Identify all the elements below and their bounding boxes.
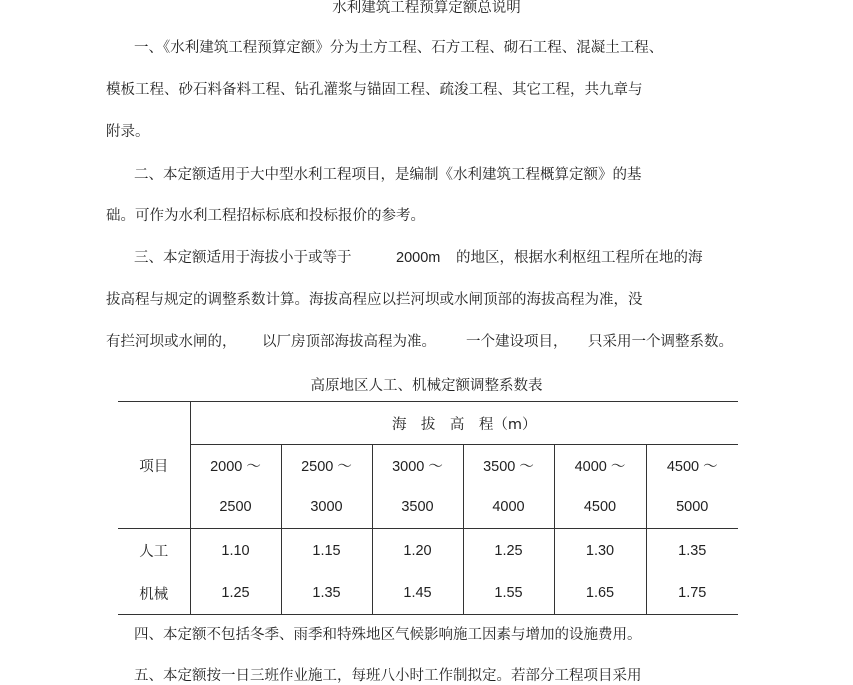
table-cell: 1.75	[646, 573, 738, 615]
altitude-adjustment-table	[118, 401, 738, 615]
range-from: 2000 ～	[190, 445, 281, 487]
paragraph-2-line-1: 二、本定额适用于大中型水利工程项目，是编制《水利建筑工程概算定额》的基	[134, 167, 642, 183]
paragraph-1-line-1: 一、《水利建筑工程预算定额》分为土方工程、石方工程、砌石工程、混凝土工程、	[134, 40, 664, 56]
paragraph-5-cut: 五、本定额按一日三班作业施工，每班八小时工作制拟定。若部分工程项目采用	[134, 668, 642, 684]
row-label: 人工	[139, 544, 169, 561]
range-to: 3000	[281, 487, 372, 529]
table-row	[118, 529, 738, 573]
range-to: 4500	[554, 487, 646, 529]
table-cell: 1.25	[463, 529, 554, 573]
range-to: 2500	[190, 487, 281, 529]
range-from: 3000 ～	[372, 445, 463, 487]
table-cell: 1.20	[372, 529, 463, 573]
paragraph-3-line-3-b: 以厂房顶部海拔高程为准。	[262, 334, 436, 350]
table-cell: 1.25	[190, 573, 281, 615]
paragraph-4: 四、本定额不包括冬季、雨季和特殊地区气候影响施工因素与增加的设施费用。	[134, 627, 642, 643]
table-cell: 1.35	[281, 573, 372, 615]
range-from: 4500 ～	[646, 445, 738, 487]
table-cell: 1.45	[372, 573, 463, 615]
range-to: 5000	[646, 487, 738, 529]
range-from: 2500 ～	[281, 445, 372, 487]
paragraph-1-line-2: 模板工程、砂石料备料工程、钻孔灌浆与锚固工程、疏浚工程、其它工程，共九章与	[106, 82, 643, 98]
table-cell: 1.65	[554, 573, 646, 615]
table-row	[118, 573, 738, 615]
paragraph-3-line-3-c: 一个建设项目，	[466, 334, 568, 350]
paragraph-2-line-2: 础。可作为水利工程招标标底和投标报价的参考。	[106, 208, 425, 224]
table-cell: 1.15	[281, 529, 372, 573]
row-header: 项目	[118, 402, 190, 529]
table-caption: 高原地区人工、机械定额调整系数表	[310, 378, 543, 394]
table-cell: 1.55	[463, 573, 554, 615]
paragraph-3-line-2: 拔高程与规定的调整系数计算。海拔高程应以拦河坝或水闸顶部的海拔高程为准，没	[106, 292, 643, 308]
range-to: 4000	[463, 487, 554, 529]
altitude-value: 2000m	[396, 250, 441, 266]
table-cell: 1.30	[554, 529, 646, 573]
table-cell: 1.10	[190, 529, 281, 573]
paragraph-3-line-1-c: 的地区，根据水利枢纽工程所在地的海	[456, 250, 703, 266]
paragraph-3-line-1-a: 三、本定额适用于海拔小于或等于	[134, 250, 352, 266]
row-label: 机械	[139, 586, 169, 603]
range-from: 4000 ～	[554, 445, 646, 487]
table-cell: 1.35	[646, 529, 738, 573]
range-from: 3500 ～	[463, 445, 554, 487]
paragraph-3-line-3-a: 有拦河坝或水闸的，	[106, 334, 237, 350]
paragraph-3-line-3-d: 只采用一个调整系数。	[588, 334, 733, 350]
range-to: 3500	[372, 487, 463, 529]
document-title: 水利建筑工程预算定额总说明	[332, 0, 521, 16]
altitude-group-header: 海 拔 高 程（m）	[190, 402, 738, 445]
paragraph-1-line-3: 附录。	[106, 124, 150, 140]
